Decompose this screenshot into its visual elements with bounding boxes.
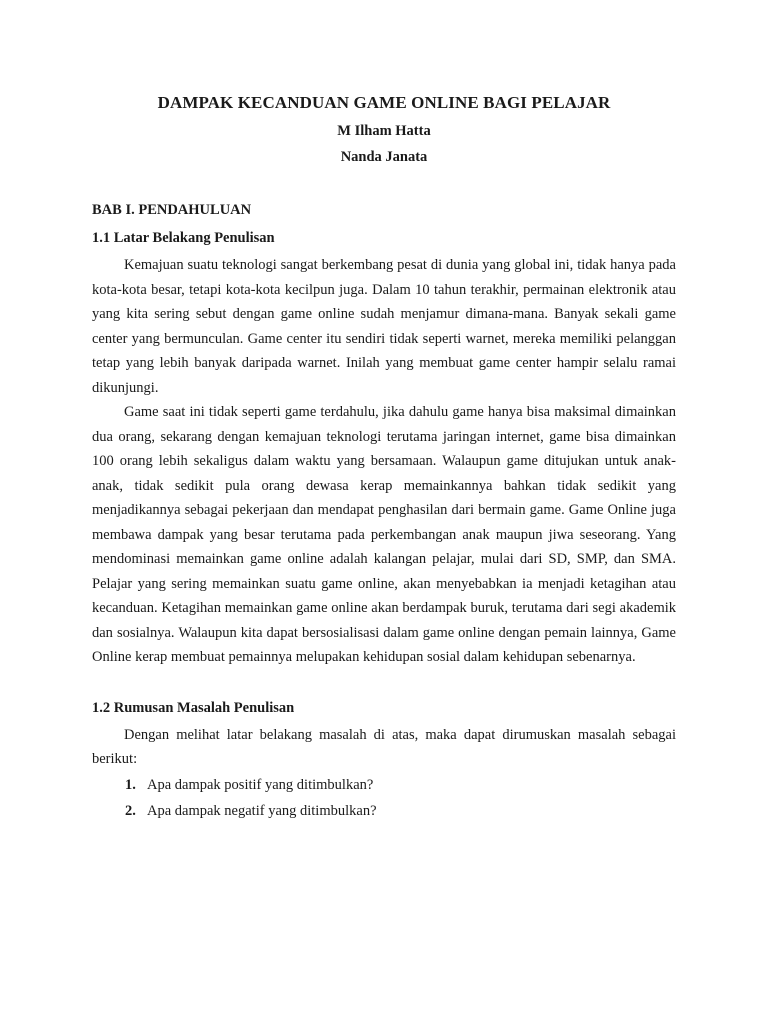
- chapter-heading: BAB I. PENDAHULUAN: [92, 202, 252, 218]
- list-item-text: Apa dampak positif yang ditimbulkan?: [147, 776, 374, 793]
- paragraph: Game saat ini tidak seperti game terdahulu, jika dahulu game hanya bisa maksimal dimainkan dua orang, sekarang dengan kemajuan teknologi terutama jaringan internet, game bisa dimainkan 100 orang lebih sekaligus dalam waktu yang bersamaan. Walaupun game ditujukan untuk anak-anak, tidak sedikit pula orang dewasa kerap memainkannya bahkan tidak sedikit yang menjadikannya sebagai pekerjaan dan mendapat penghasilan dari bermain game. Game Online juga membawa dampak yang besar terutama pada perkembangan anak maupun jiwa seseorang. Yang mendominasi memainkan game online adalah kalangan pelajar, mulai dari SD, SMP, dan SMA. Pelajar yang sering memainkan suatu game online, akan menyebabkan ia menjadi ketagihan atau kecanduan. Ketagihan memainkan game online akan berdampak buruk, terutama dari segi akademik dan sosialnya. Walaupun kita dapat bersosialisasi dalam game online dengan pemain lainnya, Game Online kerap membuat pemainnya melupakan kehidupan sosial dalam kehidupan sebenarnya.: [92, 404, 676, 665]
- author-name: Nanda Janata: [340, 149, 428, 165]
- list-item-number: 1.: [125, 776, 136, 793]
- question-list: [92, 772, 676, 824]
- list-item: [92, 798, 676, 824]
- author-name: M Ilham Hatta: [337, 123, 431, 139]
- list-item-text: Apa dampak negatif yang ditimbulkan?: [147, 802, 377, 819]
- paragraph: Dengan melihat latar belakang masalah di atas, maka dapat dirumuskan masalah sebagai berikut:: [92, 726, 676, 767]
- list-item-number: 2.: [125, 802, 136, 819]
- document-title: DAMPAK KECANDUAN GAME ONLINE BAGI PELAJAR: [157, 93, 611, 112]
- paragraph: Kemajuan suatu teknologi sangat berkembang pesat di dunia yang global ini, tidak hanya pada kota-kota besar, tetapi kota-kota kecilpun juga. Dalam 10 tahun terakhir, permainan elektronik atau yang kita sering sebut dengan game online sudah menjamur dimana-mana. Banyak sekali game center yang bermunculan. Game center itu sendiri tidak seperti warnet, mereka memiliki pelanggan tetap yang lebih banyak daripada warnet. Inilah yang membuat game center hampir selalu ramai dikunjungi.: [92, 257, 676, 396]
- document-page: [92, 90, 676, 824]
- section-heading-rumusan-masalah: 1.2 Rumusan Masalah Penulisan: [92, 699, 295, 716]
- list-item: [92, 772, 676, 798]
- section-heading-latar-belakang: 1.1 Latar Belakang Penulisan: [92, 230, 275, 246]
